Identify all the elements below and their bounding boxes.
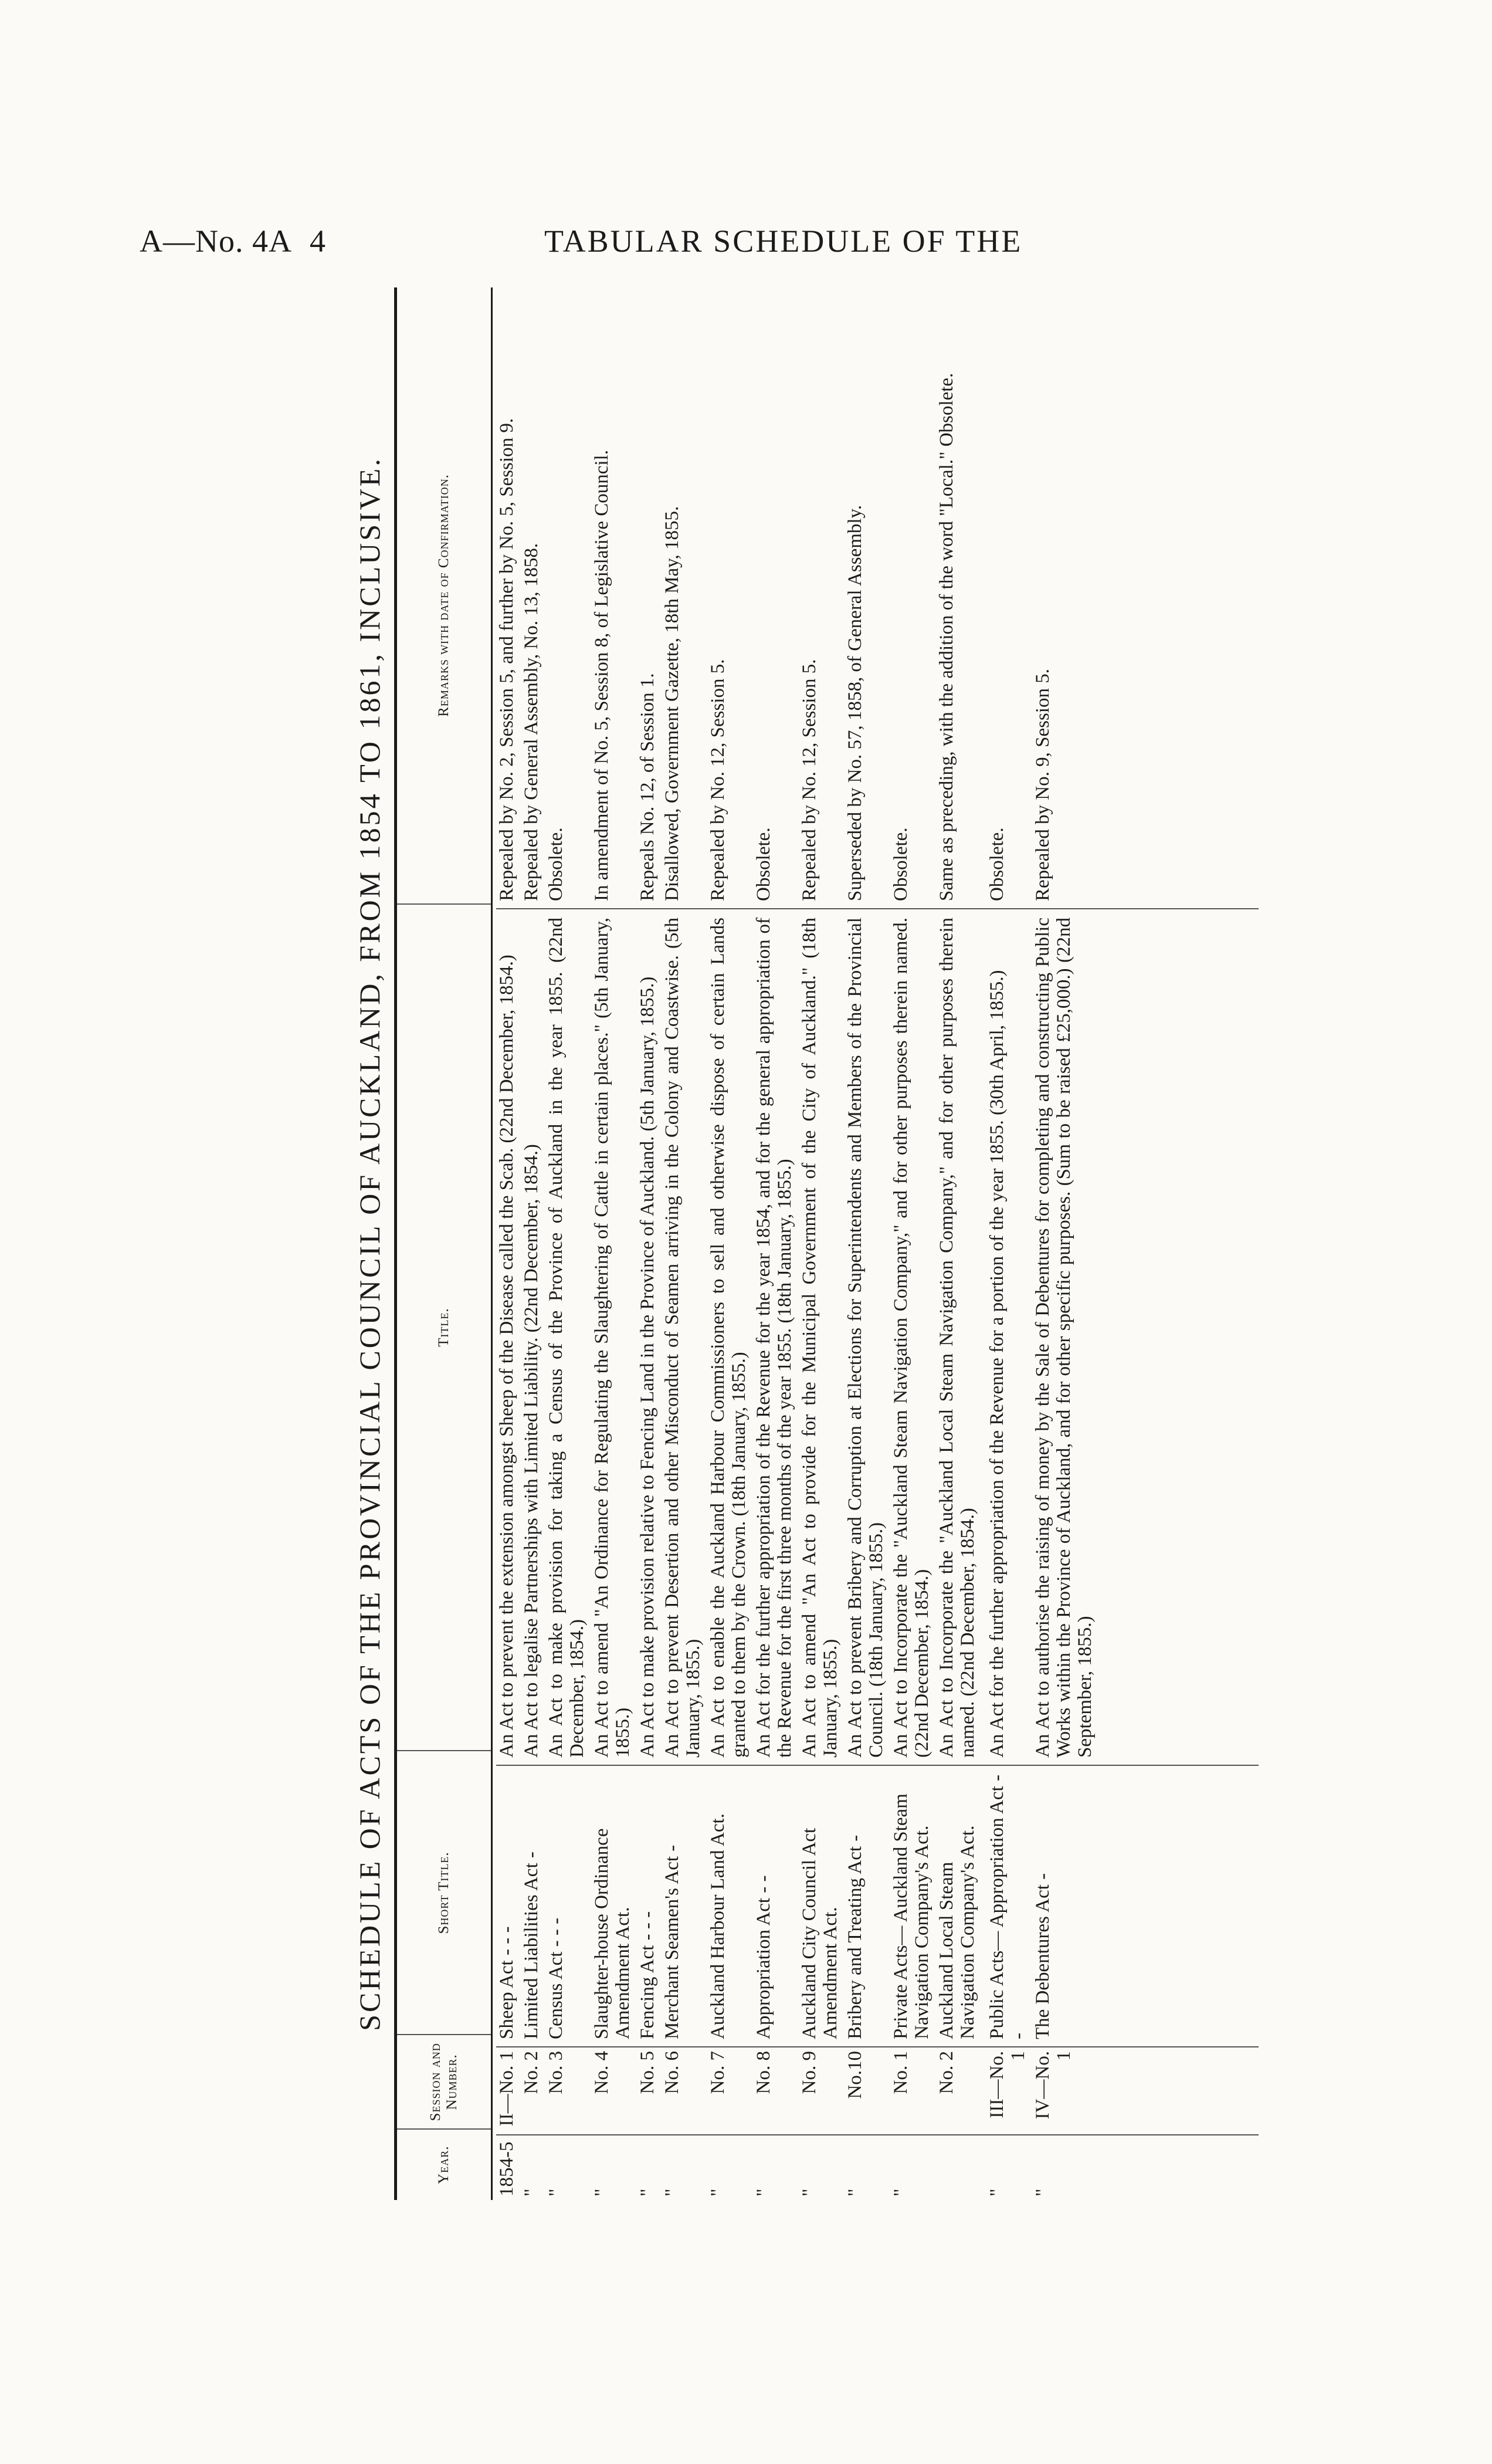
- short-title-cell: Bribery and Treating Act -: [845, 1835, 866, 2039]
- title-cell: An Act to Incorporate the "Auckland Steam Navigation Company," and for other purposes therein named. (22nd December, 1854.): [890, 918, 933, 1758]
- short-title-cell: Sheep Act - - -: [496, 1926, 517, 2039]
- schedule-table: [394, 287, 1259, 2200]
- session-cell: II—No. 1: [496, 2051, 517, 2127]
- title-cell: An Act for the further appropriation of the Revenue for the year 1854, and for the general appropriation of the Revenue for the first three months of the year 1855. (18th January, 1855.): [753, 918, 795, 1758]
- session-cell: No.10: [845, 2051, 866, 2099]
- session-cell: No. 6: [662, 2051, 683, 2094]
- remarks-cell: Repealed by No. 9, Session 5.: [1032, 669, 1053, 901]
- remarks-cell: Repealed by No. 2, Session 5, and further by No. 5, Session 9.: [496, 418, 517, 901]
- table-row: [753, 287, 795, 2200]
- column-rule: [496, 2134, 1259, 2135]
- year-cell: ": [845, 2188, 866, 2196]
- remarks-cell: Obsolete.: [986, 827, 1008, 901]
- session-cell: III—No. 1: [986, 2051, 1029, 2118]
- table-body: [496, 287, 1259, 2200]
- short-title-cell: Census Act - - -: [545, 1917, 567, 2039]
- remarks-cell: Disallowed, Government Gazette, 18th May, 1855.: [662, 506, 683, 901]
- title-cell: An Act to legalise Partnerships with Limited Liability. (22nd December, 1854.): [521, 1144, 542, 1758]
- column-header-session: Session and Number.: [397, 2034, 491, 2128]
- remarks-cell: Repealed by No. 12, Session 5.: [799, 659, 820, 901]
- table-row: [545, 287, 588, 2200]
- column-header-year: Year.: [397, 2128, 491, 2200]
- title-cell: An Act to enable the Auckland Harbour Commissioners to sell and otherwise dispose of certain Lands granted to them by the Crown. (18th January, 1855.): [707, 918, 750, 1758]
- remarks-cell: Obsolete.: [890, 827, 911, 901]
- title-cell: An Act to prevent Desertion and other Misconduct of Seamen arriving in the Colony and Coastwise. (5th January, 1855.): [662, 918, 704, 1758]
- remarks-cell: Repeals No. 12, of Session 1.: [637, 673, 658, 901]
- running-header: TABULAR SCHEDULE OF THE: [544, 224, 1023, 259]
- short-title-cell: The Debentures Act -: [1032, 1873, 1053, 2039]
- year-cell: ": [986, 2188, 1008, 2196]
- remarks-cell: Obsolete.: [545, 827, 567, 901]
- short-title-cell: Merchant Seamen's Act -: [662, 1844, 683, 2039]
- document-code: A—No. 4A: [140, 224, 292, 259]
- session-cell: No. 4: [591, 2051, 612, 2094]
- year-cell: 1854-5: [496, 2141, 517, 2196]
- page-number: 4: [310, 224, 326, 259]
- year-cell: ": [521, 2188, 542, 2196]
- table-rows: [496, 287, 1096, 2200]
- title-cell: An Act to authorise the raising of money by the Sale of Debentures for completing and constructing Public Works within the Province of Auckland, and for other specific purposes. (Sum to be raised £25,000.) (22nd September, 1855.): [1032, 918, 1096, 1758]
- remarks-cell: Same as preceding, with the addition of the word "Local." Obsolete.: [936, 373, 957, 901]
- table-row: [1032, 287, 1096, 2200]
- column-header-remarks: Remarks with date of Confirmation.: [436, 474, 452, 717]
- year-cell: ": [591, 2188, 612, 2196]
- table-row: [591, 287, 633, 2200]
- title-cell: An Act to Incorporate the "Auckland Local Steam Navigation Company," and for other purposes therein named. (22nd December, 1854.): [936, 918, 978, 1758]
- remarks-cell: Obsolete.: [753, 827, 774, 901]
- title-cell: An Act to prevent the extension amongst Sheep of the Disease called the Scab. (22nd December, 1854.): [496, 955, 517, 1758]
- table-row: [662, 287, 704, 2200]
- short-title-cell: Auckland Harbour Land Act.: [707, 1813, 728, 2039]
- table-row: [845, 287, 887, 2200]
- table-row: [936, 287, 978, 2200]
- title-cell: An Act to amend "An Act to provide for the Municipal Government of the City of Auckland." (18th January, 1855.): [799, 918, 841, 1758]
- session-cell: No. 1: [890, 2051, 911, 2094]
- column-rule: [496, 2046, 1259, 2047]
- short-title-cell: Public Acts— Appropriation Act - -: [986, 1775, 1029, 2039]
- table-row: [707, 287, 750, 2200]
- table-row: [521, 287, 542, 2200]
- title-cell: An Act to prevent Bribery and Corruption at Elections for Superintendents and Members of the Provincial Council. (18th January, 1855.): [845, 918, 887, 1758]
- year-cell: ": [637, 2188, 658, 2196]
- column-header-short-title: Short Title.: [397, 1750, 491, 2034]
- short-title-cell: Appropriation Act - -: [753, 1875, 774, 2039]
- session-cell: No. 8: [753, 2051, 774, 2094]
- year-cell: ": [890, 2188, 911, 2196]
- short-title-cell: Auckland Local Steam Navigation Company's Act.: [936, 1825, 978, 2039]
- session-cell: No. 7: [707, 2051, 728, 2094]
- table-row: [496, 287, 517, 2200]
- table-header: [397, 287, 493, 2200]
- column-rule: [496, 908, 1259, 909]
- year-cell: ": [753, 2188, 774, 2196]
- session-cell: No. 3: [545, 2051, 567, 2094]
- session-cell: No. 2: [521, 2051, 542, 2094]
- title-cell: An Act for the further appropriation of the Revenue for a portion of the year 1855. (30th April, 1855.): [986, 970, 1008, 1758]
- table-row: [637, 287, 658, 2200]
- short-title-cell: Auckland City Council Act Amendment Act.: [799, 1827, 841, 2039]
- session-cell: No. 9: [799, 2051, 820, 2094]
- year-cell: ": [545, 2188, 567, 2196]
- title-cell: An Act to amend "An Ordinance for Regulating the Slaughtering of Cattle in certain places." (5th January, 1855.): [591, 918, 633, 1758]
- session-cell: No. 2: [936, 2051, 957, 2094]
- short-title-cell: Fencing Act - - -: [637, 1911, 658, 2039]
- year-cell: [936, 2135, 978, 2200]
- short-title-cell: Private Acts— Auckland Steam Navigation Company's Act.: [890, 1793, 933, 2039]
- table-row: [890, 287, 933, 2200]
- column-header-title: Title.: [397, 903, 491, 1751]
- remarks-cell: Repealed by General Assembly, No. 13, 1858.: [521, 543, 542, 901]
- year-cell: ": [662, 2188, 683, 2196]
- remarks-cell: Repealed by No. 12, Session 5.: [707, 659, 728, 901]
- year-cell: ": [707, 2188, 728, 2196]
- title-cell: An Act to make provision for taking a Census of the Province of Auckland in the year 1855. (22nd December, 1854.): [545, 918, 588, 1758]
- table-title: SCHEDULE OF ACTS OF THE PROVINCIAL COUNCIL OF AUCKLAND, FROM 1854 TO 1861, INCLUSIVE.: [353, 456, 386, 2031]
- rotated-schedule-table: [345, 287, 1248, 2200]
- year-cell: ": [799, 2188, 820, 2196]
- short-title-cell: Limited Liabilities Act -: [521, 1852, 542, 2039]
- table-row: [799, 287, 841, 2200]
- session-cell: IV—No. 1: [1032, 2051, 1074, 2120]
- year-cell: ": [1032, 2188, 1053, 2196]
- short-title-cell: Slaughter-house Ordinance Amendment Act.: [591, 1828, 633, 2039]
- remarks-cell: In amendment of No. 5, Session 8, of Legislative Council.: [591, 450, 612, 901]
- session-cell: No. 5: [637, 2051, 658, 2094]
- remarks-cell: Superseded by No. 57, 1858, of General Assembly.: [845, 505, 866, 901]
- table-row: [986, 287, 1029, 2200]
- title-cell: An Act to make provision relative to Fencing Land in the Province of Auckland. (5th January, 1855.): [637, 976, 658, 1758]
- column-rule: [496, 1765, 1259, 1766]
